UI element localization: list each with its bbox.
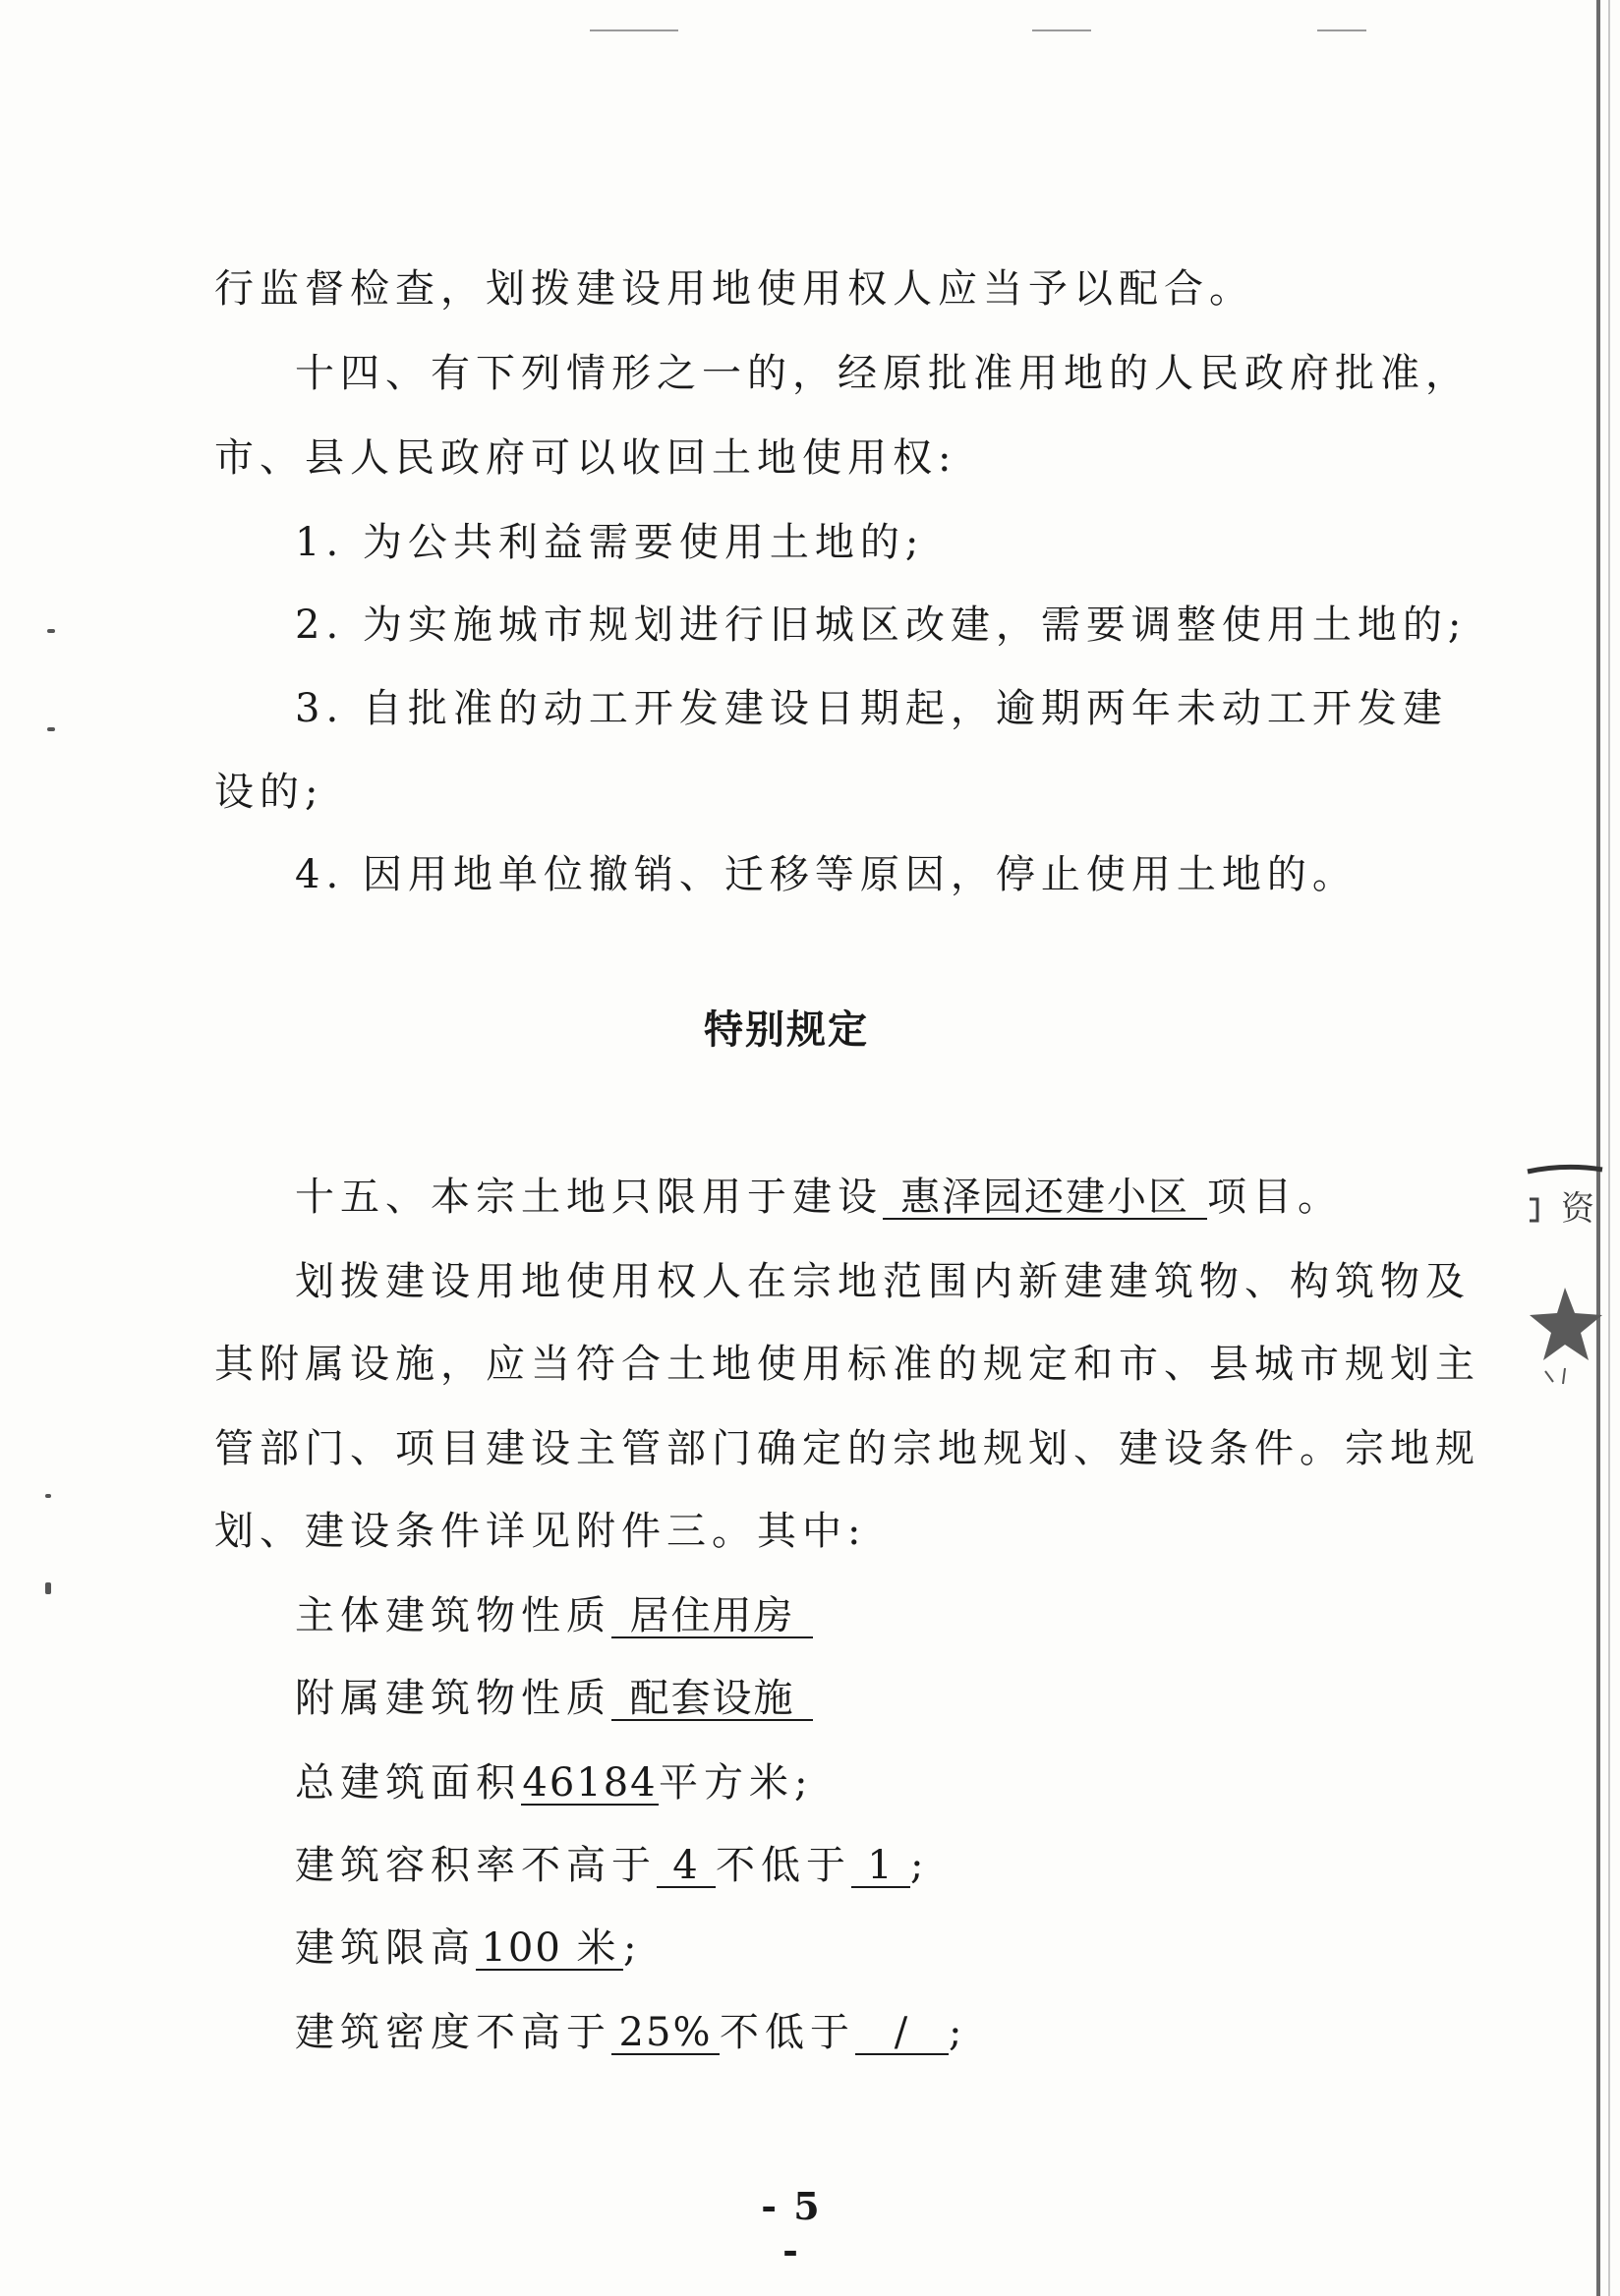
field-value-min: 1 xyxy=(851,1845,910,1888)
field-value-max: 4 xyxy=(657,1845,716,1888)
clause-15-suffix: 项目。 xyxy=(1207,1175,1343,1220)
clause-15-prefix: 十五、本宗土地只限用于建设 xyxy=(295,1175,883,1220)
field-value: 居住用房 xyxy=(611,1595,813,1638)
scan-edge-line-light xyxy=(1608,0,1610,2296)
scan-edge-line xyxy=(1596,0,1600,2296)
list-item: 1. 为公共利益需要使用土地的; xyxy=(295,520,925,565)
scan-dash xyxy=(590,29,678,31)
field-auxiliary-building xyxy=(295,1675,813,1722)
field-plot-ratio xyxy=(295,1842,929,1889)
paragraph-line: 其附属设施，应当符合土地使用标准的规定和市、县城市规划主 xyxy=(214,1342,1480,1387)
scan-speck xyxy=(47,727,55,731)
clause-15 xyxy=(295,1174,1343,1221)
field-end: ; xyxy=(949,2010,968,2055)
paragraph-line: 划、建设条件详见附件三。其中: xyxy=(214,1509,867,1554)
field-label: 建筑密度不高于 xyxy=(295,2010,611,2055)
field-height-limit xyxy=(295,1924,642,1972)
text-line: 行监督检查，划拨建设用地使用权人应当予以配合。 xyxy=(214,266,1254,312)
text-line: 设的; xyxy=(214,770,324,815)
field-label: 建筑容积率不高于 xyxy=(295,1843,657,1888)
field-end: ; xyxy=(910,1843,930,1888)
field-main-building xyxy=(295,1592,813,1639)
field-label: 总建筑面积 xyxy=(295,1760,521,1806)
list-item: 2. 为实施城市规划进行旧城区改建，需要调整使用土地的; xyxy=(295,603,1468,648)
page-number: - 5 - xyxy=(761,2184,822,2272)
seal-text: 资 xyxy=(1561,1189,1594,1229)
scan-dash xyxy=(1032,29,1091,31)
field-mid: 不低于 xyxy=(720,2010,855,2055)
project-name: 惠泽园还建小区 xyxy=(883,1177,1207,1220)
field-value-max: 25% xyxy=(611,2012,720,2055)
clause-14: 十四、有下列情形之一的，经原批准用地的人民政府批准， xyxy=(295,351,1471,396)
scan-speck xyxy=(47,629,55,633)
scan-dash xyxy=(1317,29,1366,31)
scan-speck xyxy=(45,1494,51,1498)
paragraph-line: 划拨建设用地使用权人在宗地范围内新建建筑物、构筑物及 xyxy=(295,1259,1471,1304)
field-mid: 不低于 xyxy=(716,1843,851,1888)
text-line: 市、县人民政府可以收回土地使用权: xyxy=(214,435,957,481)
field-label: 主体建筑物性质 xyxy=(295,1593,611,1638)
field-unit: 平方米; xyxy=(659,1760,814,1806)
field-value-min: / xyxy=(855,2012,949,2055)
field-value: 46184 xyxy=(522,1760,658,1806)
paragraph-line: 管部门、项目建设主管部门确定的宗地规划、建设条件。宗地规 xyxy=(214,1426,1480,1471)
list-item: 3. 自批准的动工开发建设日期起，逾期两年未动工开发建 xyxy=(295,686,1448,731)
field-density xyxy=(295,2009,967,2056)
scan-speck xyxy=(45,1582,51,1594)
field-label: 建筑限高 xyxy=(295,1925,476,1971)
list-item: 4. 因用地单位撤销、迁移等原因，停止使用土地的。 xyxy=(295,852,1358,897)
section-heading: 特别规定 xyxy=(704,1007,869,1053)
field-value: 配套设施 xyxy=(611,1678,813,1721)
partial-seal xyxy=(1526,1160,1604,1415)
field-total-area xyxy=(295,1759,813,1807)
field-label: 附属建筑物性质 xyxy=(295,1676,611,1721)
field-value: 100 米 xyxy=(476,1927,623,1971)
field-end: ; xyxy=(623,1925,643,1971)
